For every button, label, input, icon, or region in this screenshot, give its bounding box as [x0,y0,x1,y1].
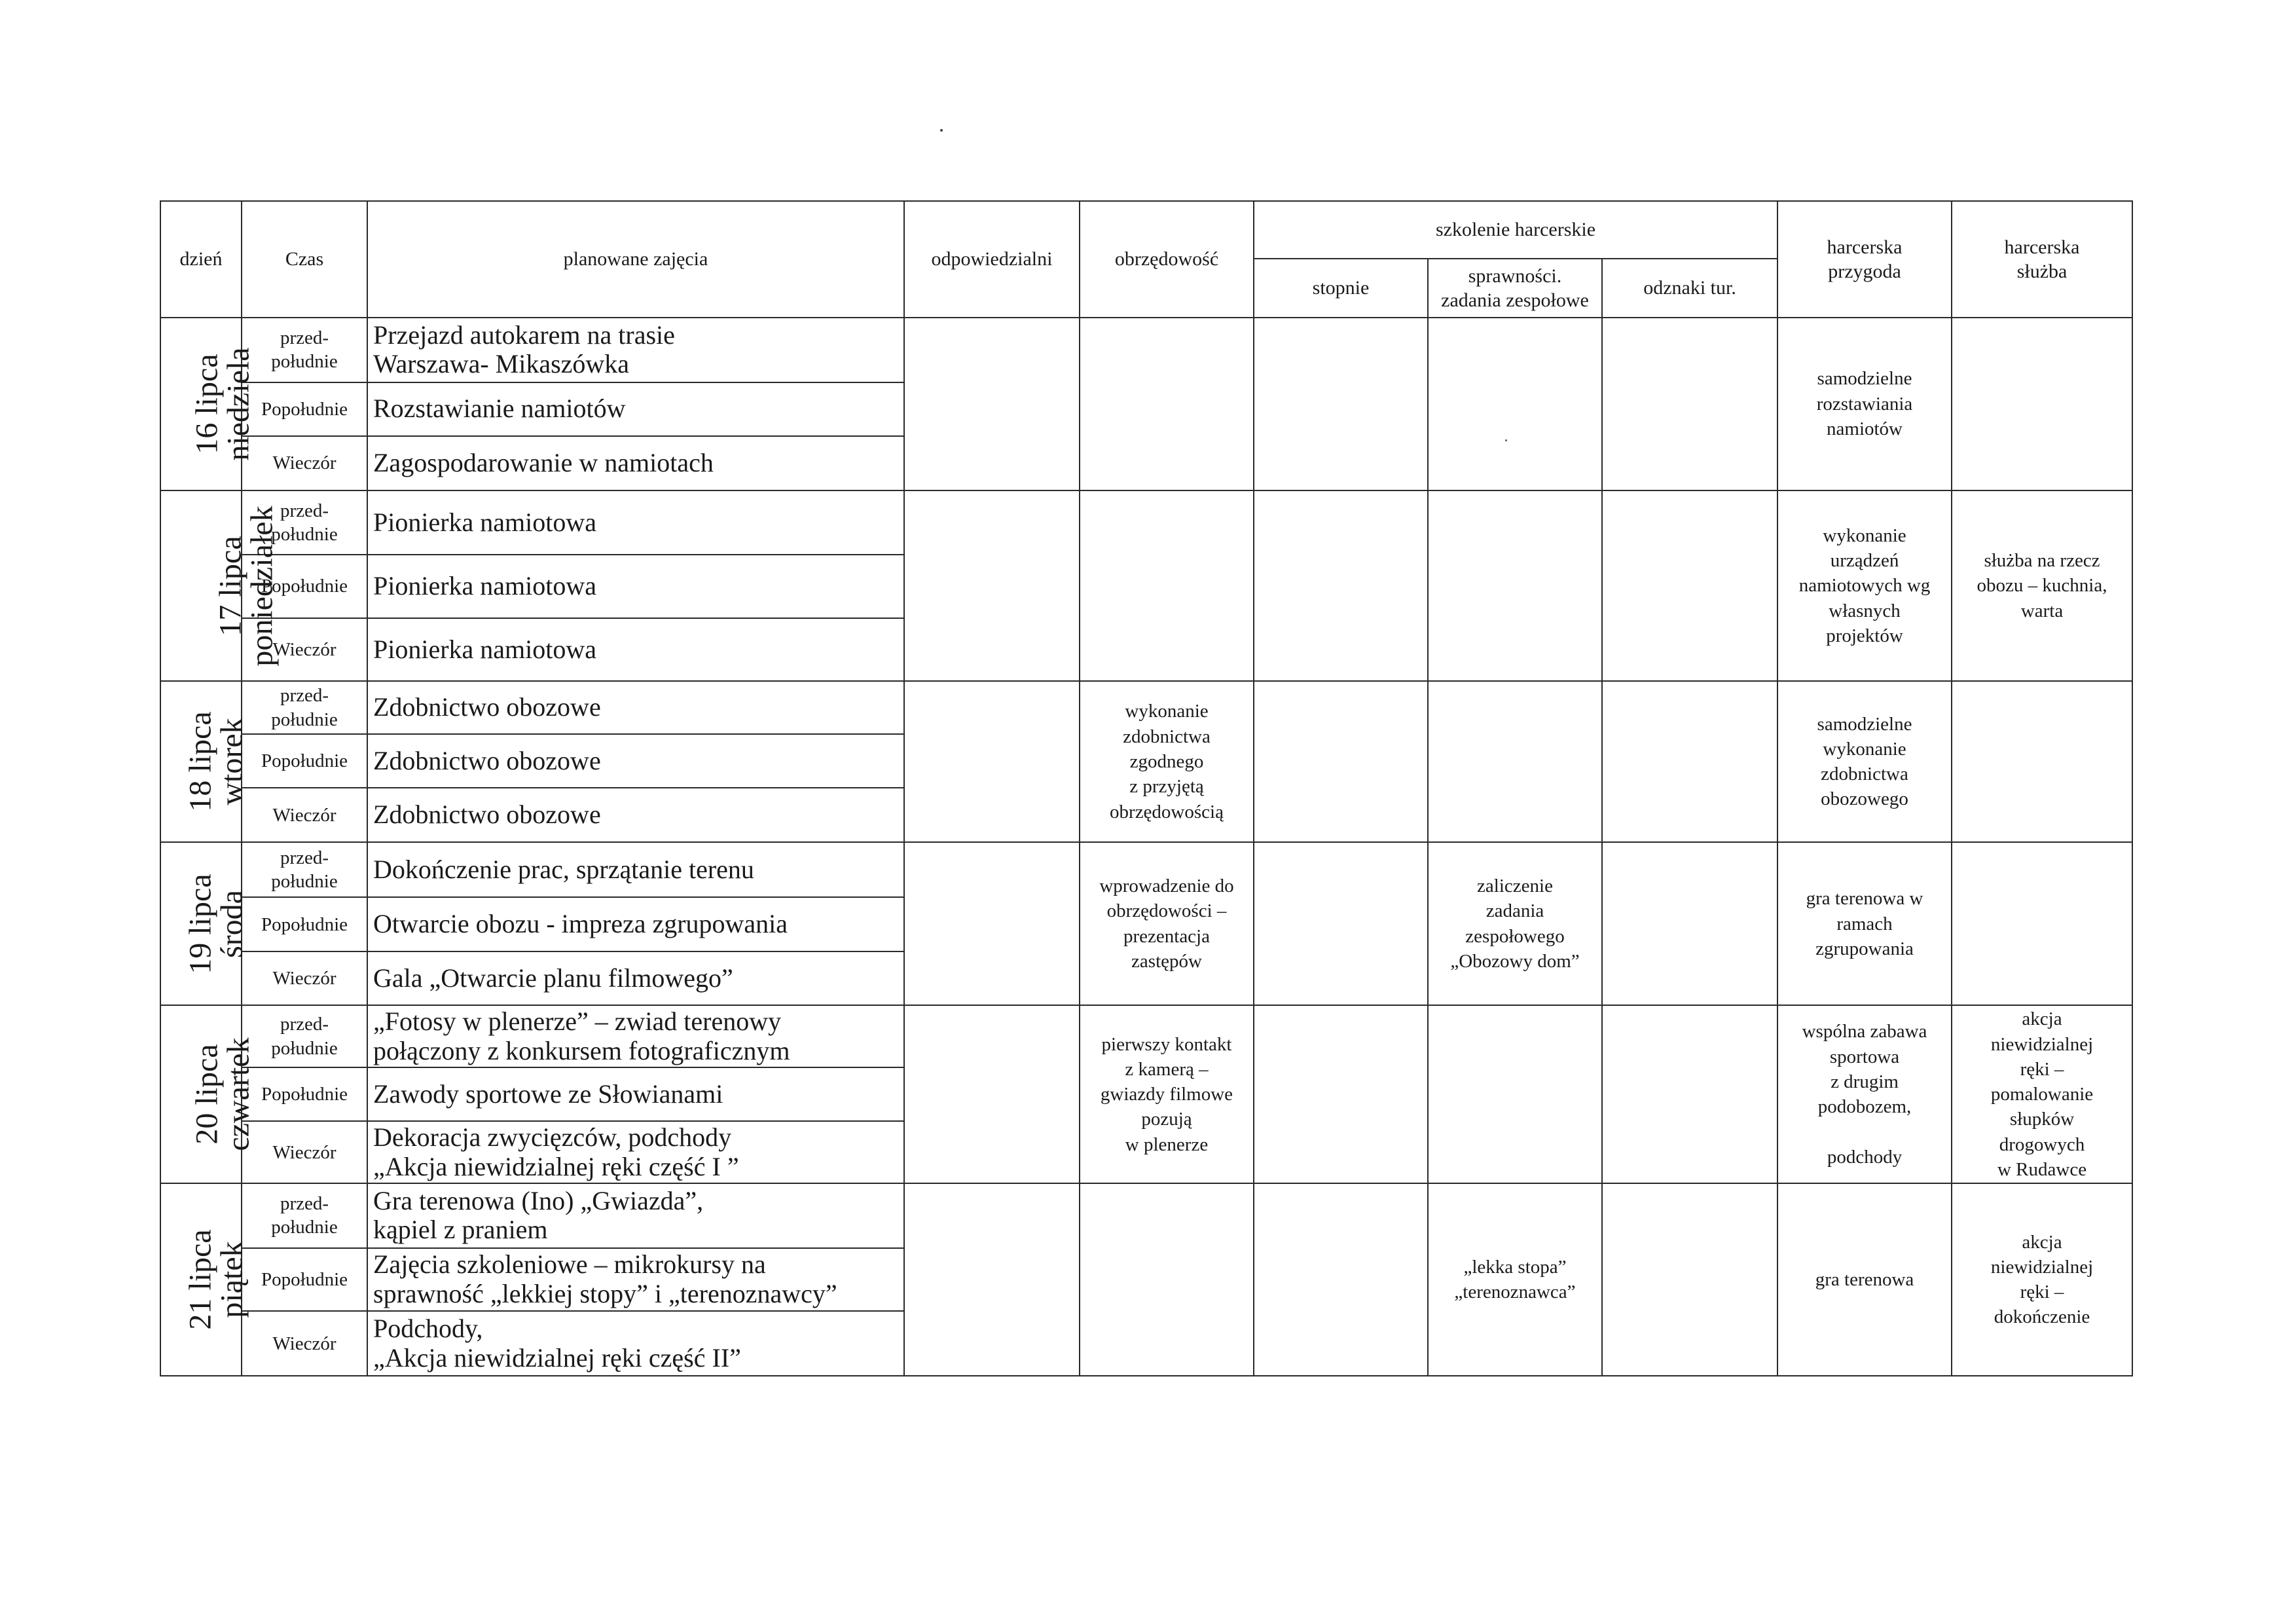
text-line: zdobnictwa [1821,764,1908,785]
activity-cell [367,318,904,382]
schedule-row [160,318,2132,382]
text-line: Pionierka namiotowa [373,507,597,537]
text-line: namiotowych wg [1798,575,1931,597]
service-cell [1952,1183,2132,1376]
time-label: Popołudnie [261,1268,348,1290]
text-line: namiotów [1827,418,1903,439]
text-line: zgodnego [1129,751,1204,773]
text-line: Dokończenie prac, sprzątanie terenu [373,854,754,884]
activity-cell [367,897,904,951]
time-label: przed- [280,847,329,868]
badges-cell [1428,318,1602,490]
text-line: dokończenie [1994,1306,2090,1328]
header-badges: sprawności. zadania zespołowe [1428,259,1602,318]
text-line: Pionierka namiotowa [373,634,597,664]
header-ritual: obrzędowość [1080,201,1254,318]
text-line: wspólna zabawa [1802,1021,1927,1043]
time-cell-afternoon [242,1067,367,1122]
header-service: harcerska służba [1952,201,2132,318]
activity-cell [367,1067,904,1122]
text-line: „Akcja niewidzialnej ręki część I ” [373,1151,739,1181]
time-label: południe [271,1217,338,1238]
activity-cell [367,1121,904,1183]
tourist-badges-cell [1602,1005,1777,1183]
time-label: Wieczór [272,1141,337,1163]
ritual-cell [1080,490,1254,682]
text-line: służba na rzecz [1984,550,2100,572]
activity-cell [367,436,904,490]
ritual-cell [1080,842,1254,1006]
time-cell-afternoon [242,734,367,788]
adventure-cell [1777,1183,1952,1376]
day-weekday: wtorek [214,718,249,805]
text-line: obozowego [1821,788,1908,810]
badges-cell [1428,1183,1602,1376]
ranks-cell [1254,1005,1428,1183]
badges-cell [1428,1005,1602,1183]
activity-cell [367,555,904,618]
day-weekday: czwartek [221,1037,256,1151]
text-line: samodzielne [1817,368,1912,390]
text-line: zgrupowania [1815,938,1914,959]
day-weekday: środa [214,889,249,958]
schedule-body [160,318,2132,1376]
text-line: prezentacja [1123,925,1210,947]
time-label: przed- [280,1014,329,1035]
schedule-row [160,1005,2132,1067]
time-label: południe [271,871,338,893]
text-line: Zdobnictwo obozowe [373,745,601,775]
service-cell [1952,1005,2132,1183]
schedule-row [160,842,2132,898]
camp-schedule-table [160,200,2133,1376]
time-label: przed- [280,327,329,349]
text-line: Podchody, [373,1313,483,1343]
badges-cell [1428,842,1602,1006]
activity-cell [367,734,904,788]
time-label: południe [271,523,338,545]
text-line: warta [2020,600,2064,621]
time-cell-afternoon [242,1248,367,1312]
day-cell [160,318,256,490]
responsible-cell [904,842,1080,1006]
ranks-cell [1254,681,1428,841]
ritual-cell [1080,1183,1254,1376]
text-line: akcja [2022,1231,2062,1253]
badges-cell [1428,681,1602,841]
text-line: z drugim [1831,1071,1899,1092]
day-cell [160,681,249,841]
time-cell-evening [242,788,367,842]
text-line: wprowadzenie do [1099,876,1234,897]
time-label: Popołudnie [261,576,348,597]
schedule-row [160,1183,2132,1248]
text-line: Gala „Otwarcie planu filmowego” [373,963,733,993]
day-label [189,347,256,461]
text-line: w Rudawce [1997,1158,2087,1180]
text-line: zadania [1485,900,1544,922]
day-cell [160,1005,256,1183]
text-line: niewidzialnej [1990,1256,2094,1278]
activity-cell [367,788,904,842]
time-label: Wieczór [272,804,337,826]
time-cell-morning [242,1183,367,1248]
day-weekday: niedziela [221,347,256,461]
schedule-row [160,681,2132,733]
activity-cell [367,681,904,733]
time-cell-morning [242,318,367,382]
text-line: Zdobnictwo obozowe [373,800,601,830]
text-line: „terenoznawca” [1454,1282,1576,1303]
responsible-cell [904,1183,1080,1376]
tourist-badges-cell [1602,842,1777,1006]
ranks-cell [1254,318,1428,490]
service-cell [1952,318,2132,490]
text-line: rozstawiania [1816,393,1913,415]
text-line: pomalowanie [1990,1084,2094,1105]
adventure-cell [1777,1005,1952,1183]
time-label: Wieczór [272,1333,337,1354]
text-line: akcja [2022,1008,2062,1030]
ranks-cell [1254,842,1428,1006]
responsible-cell [904,318,1080,490]
activity-cell [367,618,904,682]
activity-cell [367,1311,904,1376]
time-label: Popołudnie [261,1084,348,1105]
responsible-cell [904,681,1080,841]
activity-cell [367,1248,904,1312]
day-cell [160,842,249,1006]
scan-speck [940,129,943,132]
time-label: Popołudnie [261,913,348,935]
time-label: Wieczór [272,968,337,989]
text-line: z przyjętą [1129,776,1204,798]
time-cell-evening [242,1311,367,1376]
day-cell [160,490,280,682]
text-line: urządzeń [1830,550,1899,572]
time-cell-afternoon [242,382,367,437]
ritual-cell [1080,1005,1254,1183]
header-ranks: stopnie [1254,259,1428,318]
text-line: Gra terenowa (Ino) „Gwiazda”, [373,1185,704,1215]
day-date: 18 lipca [183,711,218,812]
responsible-cell [904,1005,1080,1183]
day-label [215,506,278,666]
day-date: 20 lipca [189,1044,225,1145]
time-cell-afternoon [242,897,367,951]
text-line: Zagospodarowanie w namiotach [373,447,714,477]
text-line: Przejazd autokarem na trasie [373,320,675,350]
text-line: drogowych [1999,1134,2085,1155]
text-line: Zawody sportowe ze Słowianami [373,1079,723,1109]
service-cell [1952,842,2132,1006]
header-day: dzień [160,201,242,318]
time-label: Wieczór [272,452,337,474]
activity-cell [367,951,904,1006]
text-line: gwiazdy filmowe [1100,1084,1233,1105]
day-date: 16 lipca [189,354,225,454]
text-line: własnych [1829,600,1901,621]
text-line: obrzędowością [1110,801,1224,822]
activity-cell [367,1183,904,1248]
adventure-cell [1777,842,1952,1006]
time-cell-morning [242,681,367,733]
ranks-cell [1254,490,1428,682]
time-label: Popołudnie [261,750,348,772]
text-line: sportowa [1829,1046,1900,1067]
text-line: niewidzialnej [1990,1033,2094,1055]
responsible-cell [904,490,1080,682]
service-cell [1952,490,2132,682]
text-line: Rozstawianie namiotów [373,394,626,424]
time-label: przed- [280,500,329,521]
adventure-cell [1777,681,1952,841]
text-line: zdobnictwa [1123,726,1211,747]
header-scout-training: szkolenie harcerskie [1254,201,1777,259]
day-weekday: poniedziałek [244,505,280,667]
ritual-cell [1080,318,1254,490]
text-line: „Obozowy dom” [1450,950,1580,972]
activity-cell [367,1005,904,1067]
text-line: „Akcja niewidzialnej ręki część II” [373,1342,741,1373]
header-time: Czas [242,201,367,318]
text-line: połączony z konkursem fotograficznym [373,1035,790,1065]
day-date: 17 lipca [213,535,248,637]
text-line: zespołowego [1465,925,1565,947]
ranks-cell [1254,1183,1428,1376]
time-cell-evening [242,951,367,1006]
time-label: południe [271,709,338,730]
text-line: Zajęcia szkoleniowe – mikrokursy na [373,1249,766,1280]
service-cell [1952,681,2132,841]
text-line: z kamerą – [1125,1058,1209,1080]
activity-cell [367,382,904,437]
ritual-cell [1080,681,1254,841]
day-cell [160,1183,249,1376]
time-label: południe [271,1037,338,1059]
time-label: południe [271,351,338,373]
header-adventure: harcerska przygoda [1777,201,1952,318]
badges-cell [1428,490,1602,682]
text-line: kąpiel z praniem [373,1215,548,1245]
header-planned-activities: planowane zajęcia [367,201,904,318]
day-label [185,1229,248,1329]
time-label: Popołudnie [261,398,348,420]
day-label [185,874,248,974]
text-line: podobozem, [1817,1096,1912,1118]
text-line: samodzielne [1817,713,1912,735]
text-line: ręki – [2020,1058,2064,1080]
text-line: wykonanie [1125,701,1209,722]
schedule-row [160,490,2132,555]
text-line: ramach [1836,913,1893,934]
day-date: 21 lipca [183,1229,218,1330]
text-line: wykonanie [1823,525,1906,546]
text-line: ręki – [2020,1282,2064,1303]
activity-cell [367,490,904,555]
tourist-badges-cell [1602,1183,1777,1376]
time-cell-morning [242,842,367,898]
day-weekday: piątek [214,1241,249,1318]
text-line: sprawność „lekkiej stopy” i „terenoznawcy” [373,1278,837,1308]
time-label: przed- [280,1193,329,1215]
text-line: pierwszy kontakt [1101,1033,1232,1055]
text-line: gra terenowa w [1806,888,1923,910]
header-tourist-badges: odznaki tur. [1602,259,1777,318]
text-line: w plenerze [1125,1134,1209,1155]
time-cell-evening [242,436,367,490]
time-label: przed- [280,685,329,707]
text-line: obozu – kuchnia, [1977,575,2107,597]
text-line: zaliczenie [1477,876,1553,897]
day-date: 19 lipca [183,874,218,974]
text-line: podchody [1827,1146,1903,1168]
adventure-cell [1777,490,1952,682]
adventure-cell [1777,318,1952,490]
text-line: Otwarcie obozu - impreza zgrupowania [373,909,788,939]
tourist-badges-cell [1602,681,1777,841]
day-label [189,1037,256,1151]
text-line: „Fotosy w plenerze” – zwiad terenowy [373,1006,782,1036]
text-line: obrzędowości – [1106,900,1227,922]
text-line: Pionierka namiotowa [373,571,597,601]
tourist-badges-cell [1602,318,1777,490]
text-line: wykonanie [1823,738,1906,760]
text-line: zastępów [1131,950,1202,972]
text-line: Zdobnictwo obozowe [373,692,601,722]
text-line: pozują [1141,1109,1192,1130]
time-cell-morning [242,1005,367,1067]
text-line: słupków [2009,1109,2075,1130]
text-line: Warszawa- Mikaszówka [373,349,630,379]
text-line: gra terenowa [1815,1268,1914,1290]
activity-cell [367,842,904,898]
header-responsible: odpowiedzialni [904,201,1080,318]
text-line: projektów [1826,625,1903,646]
text-line: „lekka stopa” [1463,1256,1567,1278]
time-label: Wieczór [272,638,337,660]
text-line: Dekoracja zwycięzców, podchody [373,1122,732,1152]
time-cell-evening [242,1121,367,1183]
tourist-badges-cell [1602,490,1777,682]
day-label [185,712,248,812]
